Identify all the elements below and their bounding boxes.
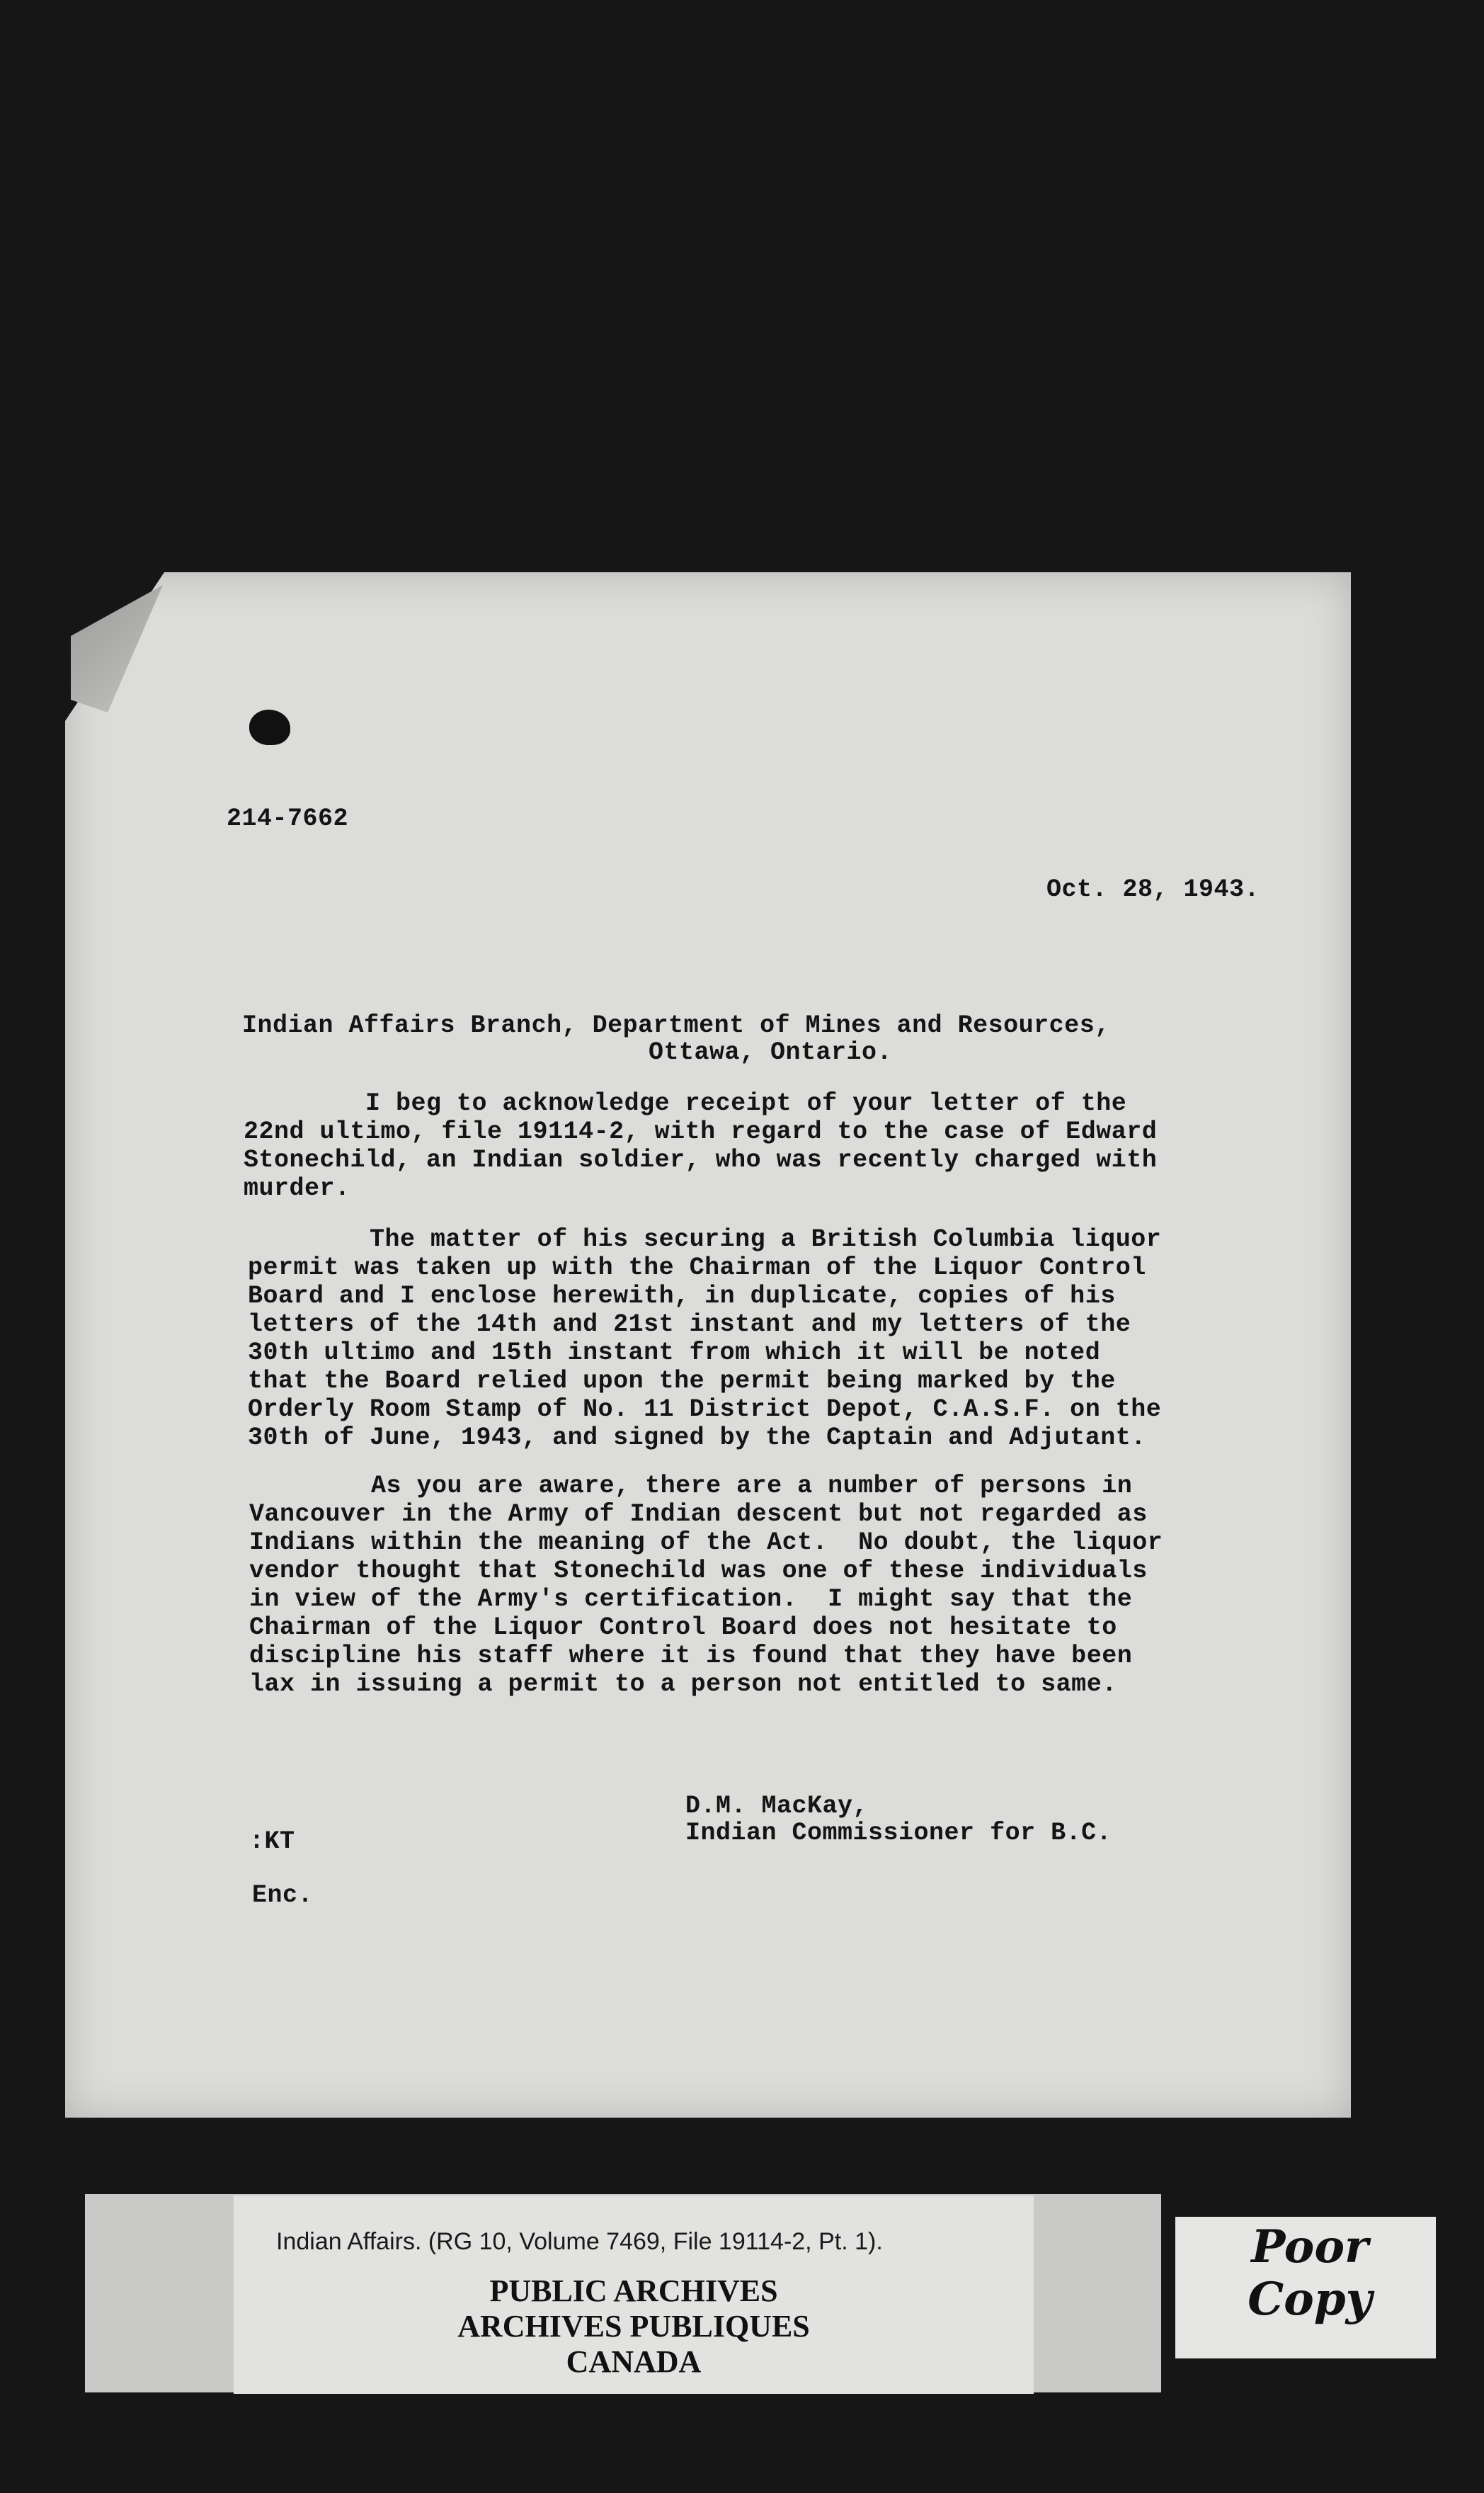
addressee-line-2: Ottawa, Ontario. (649, 1038, 893, 1067)
archive-name-en: PUBLIC ARCHIVES (489, 2273, 778, 2308)
quality-note-line-1: Poor (1251, 2220, 1369, 2273)
paragraph-1: I beg to acknowledge receipt of your letter of the 22nd ultimo, file 19114-2, with regard to the case of Edward Stonechild, an Indian soldier, who was recently charged with murder. (244, 1089, 1158, 1203)
file-number: 214-7662 (227, 805, 349, 833)
paragraph-3: As you are aware, there are a number of persons in Vancouver in the Army of Indian descent but not regarded as Indians within the meaning of the Act. No doubt, the liquor vendor thought that Stonechild was one of these individuals in view of the Army's certification. I might say that the Chairman of the Liquor Control Board does not hesitate to discipline his staff where it is found that they have been lax in issuing a permit to a person not entitled to same. (249, 1472, 1163, 1698)
signature-title: Indian Commissioner for B.C. (685, 1819, 1112, 1847)
archive-country: CANADA (566, 2344, 702, 2379)
quality-note-line-2: Copy (1248, 2273, 1372, 2326)
addressee-line-1: Indian Affairs Branch, Department of Mines and Resources, (242, 1011, 1110, 1040)
letter-date: Oct. 28, 1943. (1046, 875, 1260, 904)
archive-name (234, 2273, 1034, 2380)
quality-note (1204, 2221, 1416, 2326)
ink-blot (249, 710, 290, 745)
archive-name-fr: ARCHIVES PUBLIQUES (457, 2309, 810, 2344)
signature-name: D.M. MacKay, (685, 1792, 869, 1820)
typist-initials: :KT (249, 1827, 295, 1856)
archive-reference: Indian Affairs. (RG 10, Volume 7469, File 19114-2, Pt. 1). (276, 2228, 883, 2255)
paragraph-2: The matter of his securing a British Columbia liquor permit was taken up with the Chairman of the Liquor Control Board and I enclose herewith, in duplicate, copies of his letters of the 14th and 21st instant and my letters of the 30th ultimo and 15th instant from which it will be noted that the Board relied upon the permit being marked by the Orderly Room Stamp of No. 11 District Depot, C.A.S.F. on the 30th of June, 1943, and signed by the Captain and Adjutant. (248, 1225, 1162, 1452)
enclosure-note: Enc. (252, 1881, 314, 1909)
